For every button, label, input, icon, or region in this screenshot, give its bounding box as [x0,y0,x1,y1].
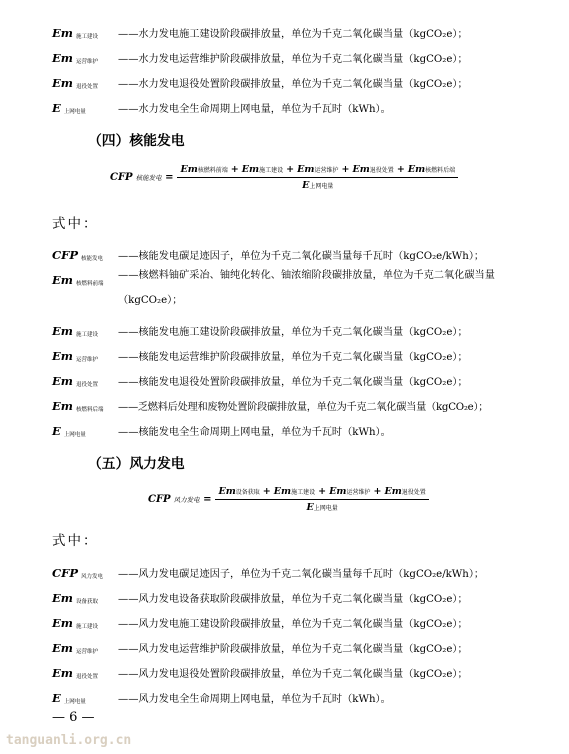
def-row [52,22,551,40]
watermark: tanguanli.org.cn [6,733,132,748]
symbol: Em [52,349,73,363]
symbol-subscript: 施工建设 [75,34,98,40]
symbol: Em [52,666,73,680]
definition-text: ——风力发电碳足迹因子，单位为千克二氧化碳当量每千瓦时（kgCO₂e/kWh）； [118,569,485,580]
symbol: CFP [52,248,78,262]
def-row [52,395,551,413]
symbol: E [52,691,61,705]
formula-wind [148,486,429,513]
symbol: Em [52,273,73,287]
def-row [52,612,551,630]
definition-text: ——核能发电施工建设阶段碳排放量，单位为千克二氧化碳当量（kgCO₂e）； [118,327,468,338]
definition-text: ——风力发电设备获取阶段碳排放量，单位为千克二氧化碳当量（kgCO₂e）； [118,594,468,605]
definition-text: ——核燃料铀矿采冶、铀纯化转化、铀浓缩阶段碳排放量，单位为千克二氧化碳当量（kgCO₂e）； [118,270,495,306]
symbol: Em [52,324,73,338]
page-number: — 6 — [52,710,95,725]
symbol-subscript: 核燃料前端 [75,281,104,287]
symbol: Em [52,616,73,630]
formula-numerator: Em设备获取 + Em施工建设 + Em运营维护 + Em退役处置 [215,486,428,500]
definition-text: ——核能发电运营维护阶段碳排放量，单位为千克二氧化碳当量（kgCO₂e）； [118,352,468,363]
definition-text: ——风力发电全生命周期上网电量，单位为千瓦时（kWh）。 [118,694,391,705]
where-label: 式中： [52,216,99,232]
def-row [52,47,551,65]
definition-text: ——风力发电运营维护阶段碳排放量，单位为千克二氧化碳当量（kgCO₂e）； [118,644,468,655]
symbol-subscript: 退役处置 [75,84,98,90]
definition-text: ——水力发电全生命周期上网电量，单位为千瓦时（kWh）。 [118,104,391,115]
formula-lhs: CFP 核能发电 = [110,172,174,183]
section-heading-nuclear: （四）核能发电 [88,133,185,149]
symbol: E [52,424,61,438]
def-row [52,562,551,580]
definition-text: ——水力发电施工建设阶段碳排放量，单位为千克二氧化碳当量（kgCO₂e）； [118,29,468,40]
symbol-subscript: 核燃料后端 [75,407,104,413]
symbol: Em [52,51,73,65]
def-row [52,637,551,655]
def-row [52,687,551,705]
definition-text: ——乏燃料后处理和废物处置阶段碳排放量，单位为千克二氧化碳当量（kgCO₂e）； [118,402,489,413]
definition-text: ——水力发电运营维护阶段碳排放量，单位为千克二氧化碳当量（kgCO₂e）； [118,54,468,65]
def-row [52,345,551,363]
symbol-subscript: 风力发电 [80,574,103,580]
symbol-subscript: 运营维护 [75,357,98,363]
def-row [52,320,551,338]
symbol-subscript: 运营维护 [75,649,98,655]
formula-nuclear [110,164,458,191]
symbol-subscript: 上网电量 [63,432,86,438]
definition-text: ——风力发电退役处置阶段碳排放量，单位为千克二氧化碳当量（kgCO₂e）； [118,669,468,680]
def-row [52,97,551,115]
symbol: E [52,101,61,115]
def-row [52,268,551,312]
def-row [52,244,551,262]
symbol: Em [52,399,73,413]
symbol-subscript: 退役处置 [75,674,98,680]
definition-text: ——风力发电施工建设阶段碳排放量，单位为千克二氧化碳当量（kgCO₂e）； [118,619,468,630]
symbol: CFP [52,566,78,580]
definition-text: ——核能发电退役处置阶段碳排放量，单位为千克二氧化碳当量（kgCO₂e）； [118,377,468,388]
definition-text: ——核能发电碳足迹因子，单位为千克二氧化碳当量每千瓦时（kgCO₂e/kWh）； [118,251,485,262]
symbol: Em [52,641,73,655]
def-row [52,587,551,605]
symbol-subscript: 施工建设 [75,624,98,630]
definition-text: ——水力发电退役处置阶段碳排放量，单位为千克二氧化碳当量（kgCO₂e）； [118,79,468,90]
def-row [52,370,551,388]
symbol-subscript: 退役处置 [75,382,98,388]
def-row [52,662,551,680]
symbol: Em [52,374,73,388]
formula-denominator: E上网电量 [306,502,338,513]
symbol-subscript: 上网电量 [63,109,86,115]
symbol-subscript: 上网电量 [63,699,86,705]
formula-numerator: Em核燃料前端 + Em施工建设 + Em运营维护 + Em退役处置 + Em核燃料后端 [177,164,458,178]
symbol: Em [52,591,73,605]
symbol-subscript: 运营维护 [75,59,98,65]
def-row [52,72,551,90]
formula-denominator: E上网电量 [302,180,334,191]
def-row [52,420,551,438]
formula-lhs: CFP 风力发电 = [148,494,212,505]
where-label: 式中： [52,533,99,549]
symbol-subscript: 核能发电 [80,256,103,262]
definition-text: ——核能发电全生命周期上网电量，单位为千瓦时（kWh）。 [118,427,391,438]
symbol: Em [52,26,73,40]
section-heading-wind: （五）风力发电 [88,456,185,472]
symbol-subscript: 设备获取 [75,599,98,605]
symbol: Em [52,76,73,90]
symbol-subscript: 施工建设 [75,332,98,338]
